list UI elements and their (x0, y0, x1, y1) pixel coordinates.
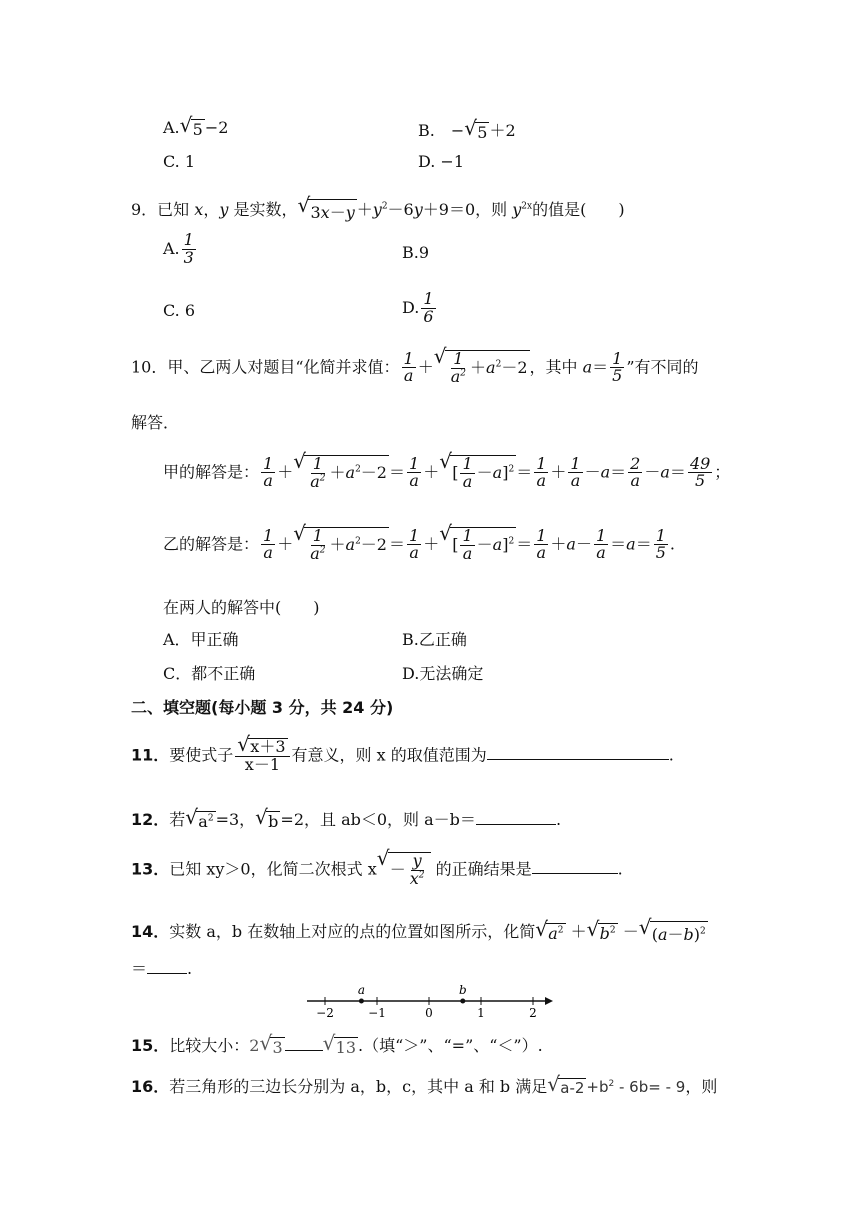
section2-title: 二、填空题(每小题 3 分，共 24 分) (131, 698, 394, 717)
q13-end: . (617, 859, 623, 879)
q10-stem-line1: 10．甲、乙两人对题目“化简并求值： $\frac{1}{a}$ ＋ √ $\frac{1}{a^2}$ $+a^2-2$ ，其中 a＝ $\frac{1}{5}$ ”有不同的 (131, 344, 699, 386)
q10-stem-line2: 解答． (131, 413, 180, 432)
q9-option-c: C. 6 (163, 301, 196, 320)
number-line-point (460, 999, 465, 1004)
q9-stem: 9．已知 x，y 是实数， √ $3x-y +y^2-6y+9=0$，则 $y^{2x}$的值是( ) (131, 192, 625, 222)
q10-jia-solution: 甲的解答是： $\frac{1}{a}$ ＋ √ $\frac{1}{a^2}$ $+a^2-2$ ＝ $\frac{1}{a}$ ＋ √ [ $\frac{1}{a}$ －a]$^2$ ＝ $\frac{1}{a}$ ＋ $\frac{1}{a}$ －a＝ $\frac{2}{a}$ －a＝ $\frac{49}{5}$ ； (163, 449, 731, 491)
q11-answer-blank[interactable] (487, 759, 669, 760)
q8-option-d: D. −1 (418, 152, 465, 171)
q15-post: .（填“＞”、“=”、“＜”）. (358, 1036, 543, 1055)
q14-number: 14． (131, 922, 170, 941)
q15: 15．比较大小：2 √ 3 √ 13 .（填“＞”、“=”、“＜”）. (131, 1030, 543, 1057)
q11-end: . (668, 745, 674, 765)
q8-option-c: C. 1 (163, 152, 196, 171)
q12-answer-blank[interactable] (476, 824, 556, 825)
q14: 14．实数 a，b 在数轴上对应的点的位置如图所示，化简 √ $a^2$ ＋ √ $b^2$ － √ $(a-b)^2$ (131, 914, 706, 944)
number-line-tick-label: 1 (477, 1006, 485, 1019)
q15-answer-blank[interactable] (285, 1050, 323, 1051)
q14-equals: ＝ (131, 959, 148, 978)
q15-pre: 比较大小： (169, 1036, 250, 1055)
q11-post: 有意义，则 x 的取值范围为 (291, 745, 487, 765)
q14-text: 实数 a，b 在数轴上对应的点的位置如图所示，化简 (169, 922, 536, 941)
number-line (305, 983, 555, 1019)
number-line-arrow (545, 997, 553, 1005)
q9-option-b: B.9 (402, 243, 430, 262)
q12-end: . (555, 810, 562, 829)
number-line-tick-label: −2 (316, 1006, 334, 1019)
q10-option-d: D.无法确定 (402, 664, 484, 683)
q11: 11．要使式子 √ x＋3 x－1 有意义，则 x 的取值范围为 . (131, 732, 674, 774)
number-line-point (359, 999, 364, 1004)
yi-label: 乙的解答是： (163, 534, 260, 554)
q14-line2 (131, 956, 192, 979)
q13-answer-blank[interactable] (532, 873, 618, 874)
q16-number: 16． (131, 1077, 170, 1096)
number-line-tick-label: 2 (529, 1006, 537, 1019)
q13-number: 13． (131, 859, 170, 879)
q8-option-b: B. − √ 5 ＋2 (418, 115, 516, 142)
number-line-tick-label: 0 (425, 1006, 433, 1019)
q12-number: 12． (131, 810, 170, 829)
q11-number: 11． (131, 745, 170, 765)
jia-label: 甲的解答是： (163, 462, 260, 482)
q10-option-c: C．都不正确 (163, 664, 256, 683)
q9-option-a: A. $\frac{1}{3}$ (163, 230, 194, 267)
q10-option-b: B.乙正确 (402, 630, 467, 649)
number-line-point-label: b (458, 983, 467, 997)
q10-question: 在两人的解答中( ) (163, 598, 320, 617)
q15-number: 15． (131, 1036, 170, 1055)
number-line-tick-label: −1 (368, 1006, 386, 1019)
q12: 12．若 √ $a^2 =3$， √ b =2，且 ab＜0，则 a－b＝ . (131, 804, 562, 831)
q10-yi-solution: 乙的解答是： $\frac{1}{a}$ ＋ √ $\frac{1}{a^2}$ $+a^2-2$ ＝ $\frac{1}{a}$ ＋ √ [ $\frac{1}{a}$ －a]$^2$ ＝ $\frac{1}{a}$ ＋a－ $\frac{1}{a}$ ＝a＝ $\frac{1}{5}$ . (163, 521, 676, 563)
q16-pre: 若三角形的三边长分别为 a，b，c，其中 a 和 b 满足 (169, 1077, 548, 1096)
q8-option-a: A. √ 5 −2 (163, 112, 229, 139)
q9-option-d: D. $\frac{1}{6}$ (402, 289, 434, 326)
q13-post: 的正确结果是 (435, 859, 532, 879)
q14-answer-blank[interactable] (147, 973, 187, 974)
q16: 16．若三角形的三边长分别为 a，b，c，其中 a 和 b 满足 √ $a-2 +b^2 - 6b= - 9$，则 (131, 1072, 718, 1097)
q11-pre: 要使式子 (169, 745, 234, 765)
q13: 13．已知 xy＞0，化简二次根式 x √ － $\frac{y}{x^2}$ 的正确结果是 . (131, 846, 623, 888)
q13-pre: 已知 xy＞0，化简二次根式 x (169, 859, 377, 879)
number-line-point-label: a (357, 983, 365, 997)
q16-post: ，则 (685, 1077, 718, 1096)
q10-option-a: A．甲正确 (163, 630, 239, 649)
q14-end: . (187, 959, 193, 978)
